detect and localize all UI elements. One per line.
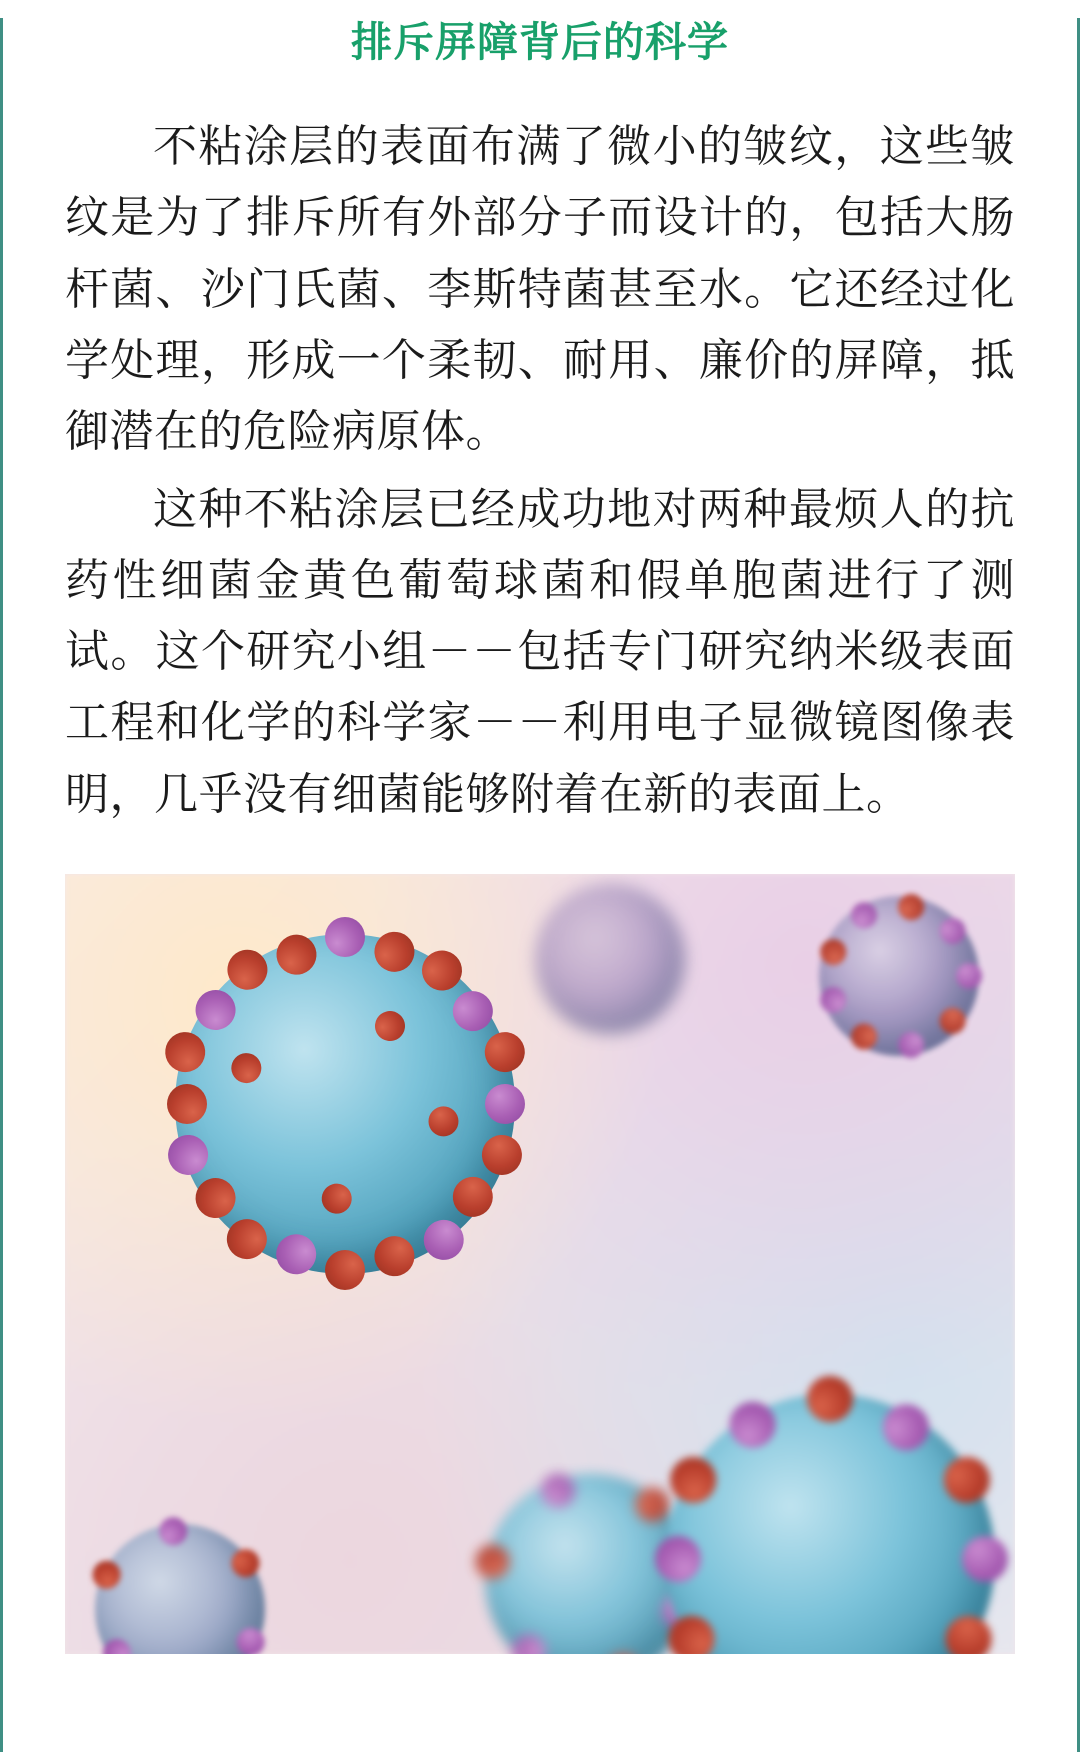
- virus-spike-icon: [485, 1084, 525, 1124]
- paragraph-2: 这种不粘涂层已经成功地对两种最烦人的抗药性细菌金黄色葡萄球菌和假单胞菌进行了测试。这个研究小组－－包括专门研究纳米级表面工程和化学的科学家－－利用电子显微镜图像表明，几乎没有细菌能够附着在新的表面上。: [65, 484, 1015, 819]
- document-page: [0, 18, 1080, 1752]
- article-body: [65, 111, 1015, 830]
- virus-spike-icon: [655, 1536, 701, 1582]
- virus-spike-icon: [325, 1250, 365, 1290]
- virus-spike-icon: [956, 963, 982, 989]
- virus-spike-icon: [167, 1084, 207, 1124]
- virus-core: [175, 934, 515, 1274]
- virus-spike-icon: [962, 1536, 1008, 1582]
- page-title: 排斥屏障背后的科学: [351, 19, 729, 65]
- virus-particle-top-right: [819, 896, 979, 1056]
- article: [3, 18, 1077, 1664]
- virus-spike-icon: [807, 1376, 853, 1422]
- virus-particles-image: [65, 874, 1015, 1654]
- virus-spike-icon: [325, 917, 365, 957]
- virus-particle-main: [175, 934, 515, 1274]
- paragraph-1: 不粘涂层的表面布满了微小的皱纹，这些皱纹是为了排斥所有外部分子而设计的，包括大肠杆菌、沙门氏菌、李斯特菌甚至水。它还经过化学处理，形成一个柔韧、耐用、廉价的屏障，抵御潜在的危险病原体。: [65, 122, 1015, 457]
- figure-caption: [65, 1654, 1015, 1664]
- virus-core: [535, 884, 685, 1034]
- article-figure: [65, 874, 1015, 1664]
- virus-particle-background: [535, 884, 685, 1034]
